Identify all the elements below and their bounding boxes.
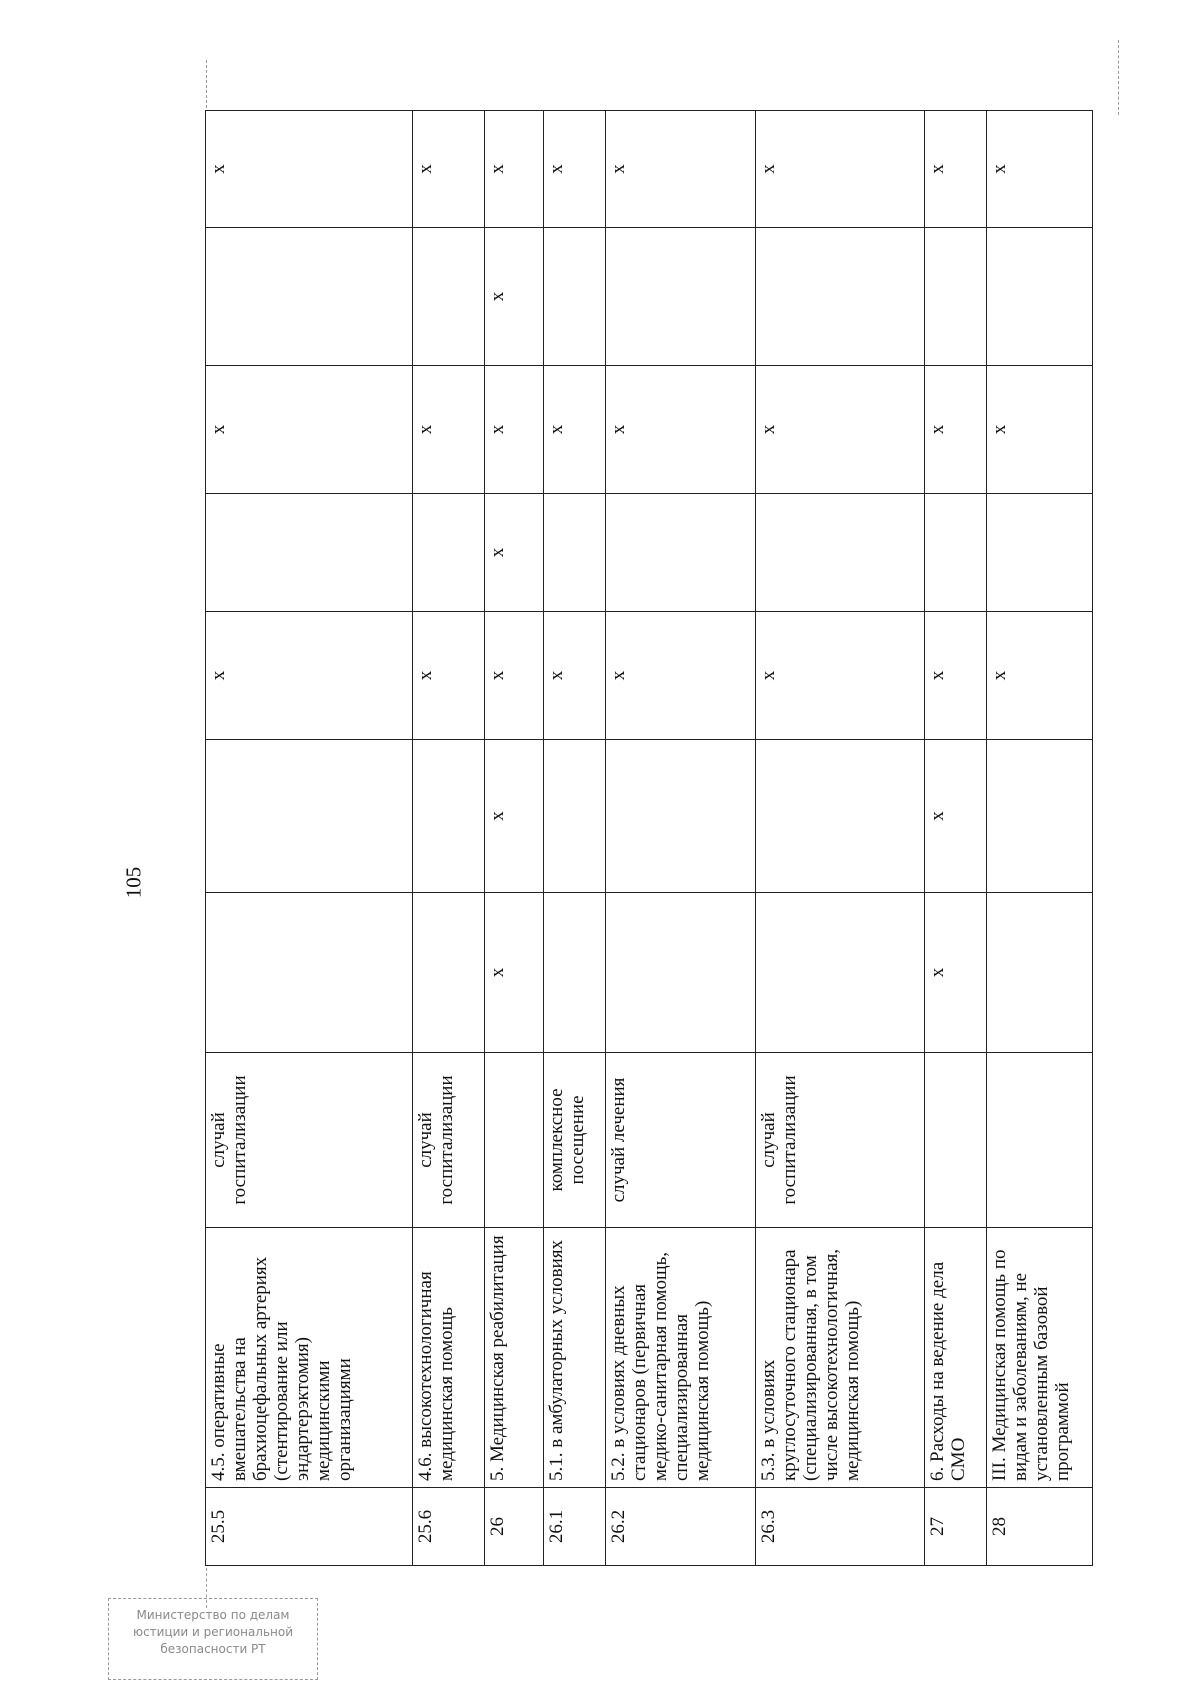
row-unit bbox=[986, 1053, 1092, 1228]
rotated-table-container bbox=[205, 111, 1093, 1566]
mark-cell bbox=[413, 740, 484, 893]
row-unit bbox=[925, 1053, 987, 1228]
mark-cell: х bbox=[606, 612, 756, 740]
mark-cell: х bbox=[756, 612, 925, 740]
mark-cell bbox=[756, 494, 925, 612]
row-unit: случай лечения bbox=[606, 1053, 756, 1228]
mark-cell: х bbox=[206, 111, 413, 228]
mark-cell: х bbox=[484, 893, 544, 1053]
mark-cell: х bbox=[986, 111, 1092, 228]
mark-cell bbox=[206, 228, 413, 366]
data-table bbox=[205, 110, 1093, 1566]
mark-cell: х bbox=[925, 893, 987, 1053]
row-unit: случай госпитализации bbox=[206, 1053, 413, 1228]
mark-cell bbox=[986, 228, 1092, 366]
mark-cell: х bbox=[484, 228, 544, 366]
row-unit: комплексное посещение bbox=[544, 1053, 606, 1228]
stamp-line-2: юстиции и региональной bbox=[132, 1625, 294, 1639]
table-row bbox=[544, 111, 606, 1566]
row-name: III. Медицинская помощь по видам и заболеваниям, не установленным базовой программой bbox=[986, 1228, 1092, 1488]
mark-cell bbox=[606, 740, 756, 893]
row-number: 26.1 bbox=[544, 1488, 606, 1566]
stamp-line-1: Министерство по делам bbox=[136, 1608, 290, 1622]
mark-cell bbox=[606, 228, 756, 366]
mark-cell: х bbox=[925, 740, 987, 893]
mark-cell: х bbox=[544, 111, 606, 228]
row-name: 4.5. оперативные вмешательства на брахиоцефальных артериях (стентирование или эндартерэктомия) медицинскими организациями bbox=[206, 1228, 413, 1488]
mark-cell: х bbox=[484, 111, 544, 228]
mark-cell bbox=[206, 740, 413, 893]
mark-cell: х bbox=[484, 740, 544, 893]
mark-cell: х bbox=[544, 366, 606, 494]
cut-line-right bbox=[1118, 40, 1119, 115]
mark-cell bbox=[206, 494, 413, 612]
mark-cell: х bbox=[484, 612, 544, 740]
mark-cell bbox=[413, 228, 484, 366]
table-row bbox=[986, 111, 1092, 1566]
mark-cell: х bbox=[986, 366, 1092, 494]
row-unit: случай госпитализации bbox=[413, 1053, 484, 1228]
mark-cell: х bbox=[986, 612, 1092, 740]
row-name: 5.2. в условиях дневных стационаров (первичная медико-санитарная помощь, специализированная медицинская помощь) bbox=[606, 1228, 756, 1488]
mark-cell bbox=[986, 893, 1092, 1053]
mark-cell: х bbox=[606, 111, 756, 228]
table-row bbox=[484, 111, 544, 1566]
table-row bbox=[756, 111, 925, 1566]
mark-cell bbox=[756, 893, 925, 1053]
registration-stamp bbox=[108, 1598, 318, 1680]
mark-cell bbox=[544, 494, 606, 612]
row-number: 27 bbox=[925, 1488, 987, 1566]
row-unit: случай госпитализации bbox=[756, 1053, 925, 1228]
row-number: 25.5 bbox=[206, 1488, 413, 1566]
mark-cell: х bbox=[756, 111, 925, 228]
mark-cell bbox=[925, 494, 987, 612]
row-number: 25.6 bbox=[413, 1488, 484, 1566]
mark-cell: х bbox=[544, 612, 606, 740]
mark-cell bbox=[413, 893, 484, 1053]
mark-cell bbox=[756, 740, 925, 893]
mark-cell: х bbox=[484, 366, 544, 494]
table-row bbox=[925, 111, 987, 1566]
mark-cell bbox=[413, 494, 484, 612]
stamp-line-3: безопасности РТ bbox=[160, 1642, 266, 1656]
mark-cell bbox=[206, 893, 413, 1053]
row-number: 26.3 bbox=[756, 1488, 925, 1566]
row-name: 5.3. в условиях круглосуточного стационара (специализированная, в том числе высокотехнологичная, медицинская помощь) bbox=[756, 1228, 925, 1488]
mark-cell bbox=[606, 494, 756, 612]
row-name: 6. Расходы на ведение дела СМО bbox=[925, 1228, 987, 1488]
mark-cell: х bbox=[484, 494, 544, 612]
mark-cell: х bbox=[756, 366, 925, 494]
mark-cell bbox=[544, 893, 606, 1053]
mark-cell: х bbox=[925, 111, 987, 228]
mark-cell: х bbox=[413, 111, 484, 228]
row-number: 28 bbox=[986, 1488, 1092, 1566]
table-row bbox=[606, 111, 756, 1566]
row-name: 5. Медицинская реабилитация bbox=[484, 1228, 544, 1488]
mark-cell bbox=[756, 228, 925, 366]
mark-cell: х bbox=[206, 366, 413, 494]
mark-cell: х bbox=[925, 366, 987, 494]
row-name: 4.6. высокотехнологичная медицинская помощь bbox=[413, 1228, 484, 1488]
mark-cell bbox=[986, 494, 1092, 612]
mark-cell bbox=[606, 893, 756, 1053]
cut-line-top bbox=[206, 60, 207, 108]
mark-cell: х bbox=[206, 612, 413, 740]
page-number: 105 bbox=[121, 866, 146, 899]
row-unit bbox=[484, 1053, 544, 1228]
mark-cell bbox=[925, 228, 987, 366]
mark-cell bbox=[544, 740, 606, 893]
mark-cell bbox=[986, 740, 1092, 893]
mark-cell: х bbox=[413, 612, 484, 740]
mark-cell: х bbox=[413, 366, 484, 494]
table-row bbox=[413, 111, 484, 1566]
row-number: 26.2 bbox=[606, 1488, 756, 1566]
mark-cell: х bbox=[925, 612, 987, 740]
mark-cell bbox=[544, 228, 606, 366]
row-number: 26 bbox=[484, 1488, 544, 1566]
table-row bbox=[206, 111, 413, 1566]
mark-cell: х bbox=[606, 366, 756, 494]
row-name: 5.1. в амбулаторных условиях bbox=[544, 1228, 606, 1488]
